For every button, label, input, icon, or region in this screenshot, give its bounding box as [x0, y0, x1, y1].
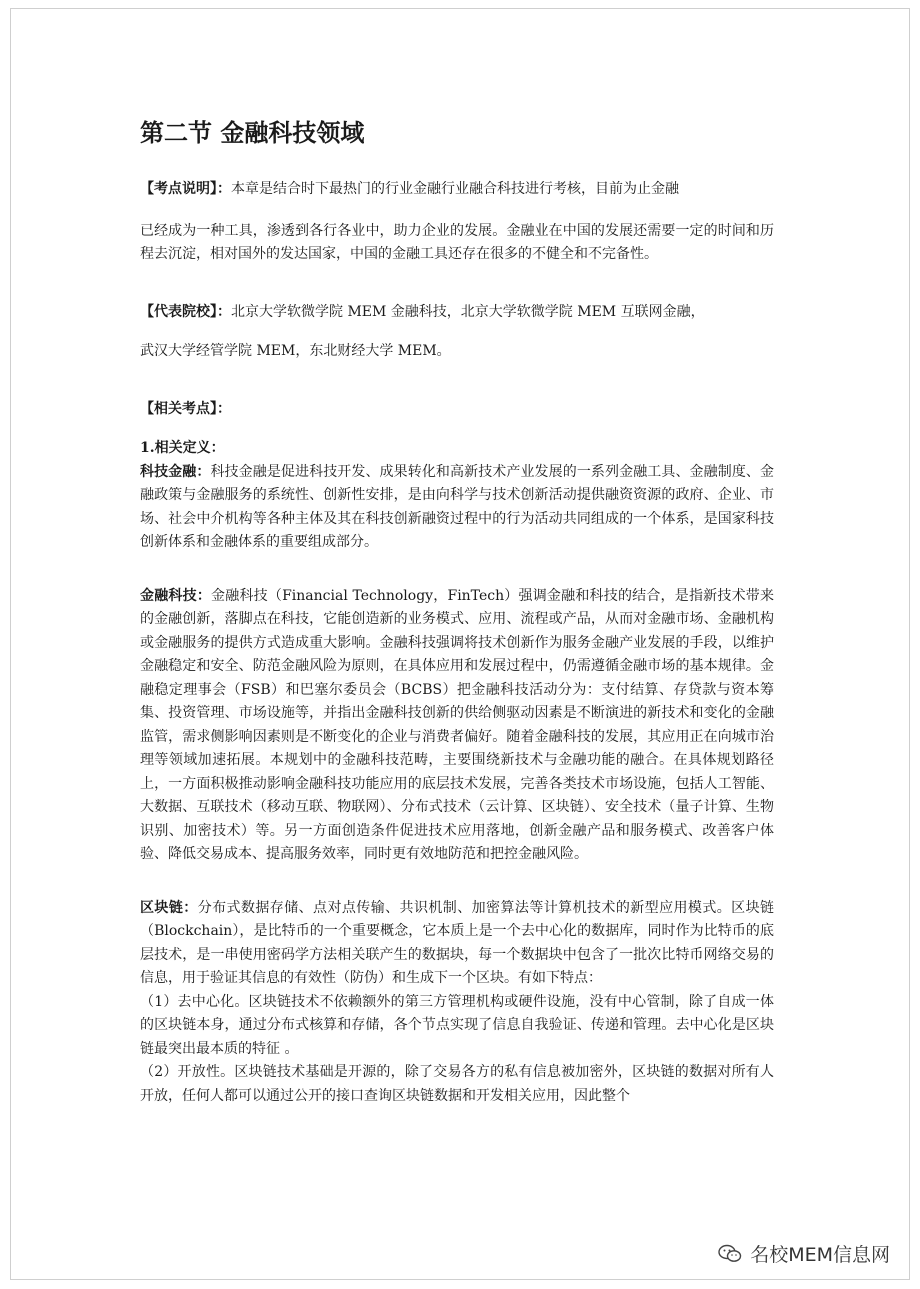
- qkl-paragraph: [140, 897, 774, 991]
- feature-decentralization: （1）去中心化。区块链技术不依赖额外的第三方管理机构或硬件设施，没有中心管制，除了自成一体的区块链本身，通过分布式核算和存储，各个节点实现了信息自我验证、传递和管理。去中心化是区块链最突出最本质的特征 。: [140, 993, 774, 1057]
- jrkj-paragraph: [140, 585, 774, 867]
- related-label: 【相关考点】：: [140, 400, 231, 417]
- qkl-label: 区块链：: [140, 899, 198, 916]
- schools-paragraph: [140, 301, 774, 325]
- kaodian-label: 【考点说明】：: [140, 181, 231, 197]
- section-title: 第二节 金融科技领域: [140, 119, 365, 147]
- definition-heading: 1.相关定义：: [140, 440, 225, 456]
- watermark: [718, 1240, 890, 1267]
- qkl-text: 分布式数据存储、点对点传输、共识机制、加密算法等计算机技术的新型应用模式。区块链（Blockchain），是比特币的一个重要概念，它本质上是一个去中心化的数据库，同时作为比特币的底层技术，是一串使用密码学方法相关联产生的数据块，每一个数据块中包含了一批次比特币网络交易的信息，用于验证其信息的有效性（防伪）和生成下一个区块。有如下特点：: [140, 899, 775, 986]
- document-body: [140, 118, 774, 1108]
- kjjr-label: 科技金融：: [140, 463, 211, 480]
- kjjr-text: 科技金融是促进科技开发、成果转化和高新技术产业发展的一系列金融工具、金融制度、金融政策与金融服务的系统性、创新性安排，是由向科学与技术创新活动提供融资资源的政府、企业、市场、社会中介机构等各种主体及其在科技创新融资过程中的行为活动共同组成的一个体系，是国家科技创新体系和金融体系的重要组成部分。: [140, 463, 775, 550]
- kaodian-rest: 已经成为一种工具，渗透到各行各业中，助力企业的发展。金融业在中国的发展还需要一定的时间和历程去沉淀，相对国外的发达国家，中国的金融工具还存在很多的不健全和不完备性。: [140, 222, 774, 262]
- schools-label: 【代表院校】：: [140, 303, 231, 320]
- schools-line1: 北京大学软微学院 MEM 金融科技，北京大学软微学院 MEM 互联网金融，: [231, 303, 705, 320]
- schools-line2: 武汉大学经管学院 MEM，东北财经大学 MEM。: [140, 343, 451, 359]
- feature-openness: （2）开放性。区块链技术基础是开源的，除了交易各方的私有信息被加密外，区块链的数据对所有人开放，任何人都可以通过公开的接口查询区块链数据和开发相关应用，因此整个: [140, 1064, 774, 1104]
- kjjr-paragraph: [140, 461, 774, 555]
- kaodian-paragraph: [140, 178, 774, 202]
- jrkj-label: 金融科技：: [140, 587, 212, 604]
- wechat-icon: [718, 1244, 742, 1264]
- watermark-text: 名校MEM信息网: [750, 1244, 890, 1266]
- kaodian-line1: 本章是结合时下最热门的行业金融行业融合科技进行考核，目前为止金融: [231, 181, 679, 197]
- jrkj-text: 金融科技（Financial Technology，FinTech）强调金融和科技的结合，是指新技术带来的金融创新，落脚点在科技，它能创造新的业务模式、应用、流程或产品，从而对金融市场、金融机构或金融服务的提供方式造成重大影响。金融科技强调将技术创新作为服务金融产业发展的手段，以维护金融稳定和安全、防范金融风险为原则，在具体应用和发展过程中，仍需遵循金融市场的基本规律。金融稳定理事会（FSB）和巴塞尔委员会（BCBS）把金融科技活动分为：支付结算、存贷款与资本筹集、投资管理、市场设施等，并指出金融科技创新的供给侧驱动因素是不断演进的新技术和变化的金融监管，需求侧影响因素则是不断变化的企业与消费者偏好。随着金融科技的发展，其应用正在向城市治理等领域加速拓展。本规划中的金融科技范畴，主要围绕新技术与金融功能的融合。在具体规划路径上，一方面积极推动影响金融科技功能应用的底层技术发展，完善各类技术市场设施，包括人工智能、大数据、互联技术（移动互联、物联网）、分布式技术（云计算、区块链）、安全技术（量子计算、生物识别、加密技术）等。另一方面创造条件促进技术应用落地，创新金融产品和服务模式、改善客户体验、降低交易成本、提高服务效率，同时更有效地防范和把控金融风险。: [140, 587, 775, 862]
